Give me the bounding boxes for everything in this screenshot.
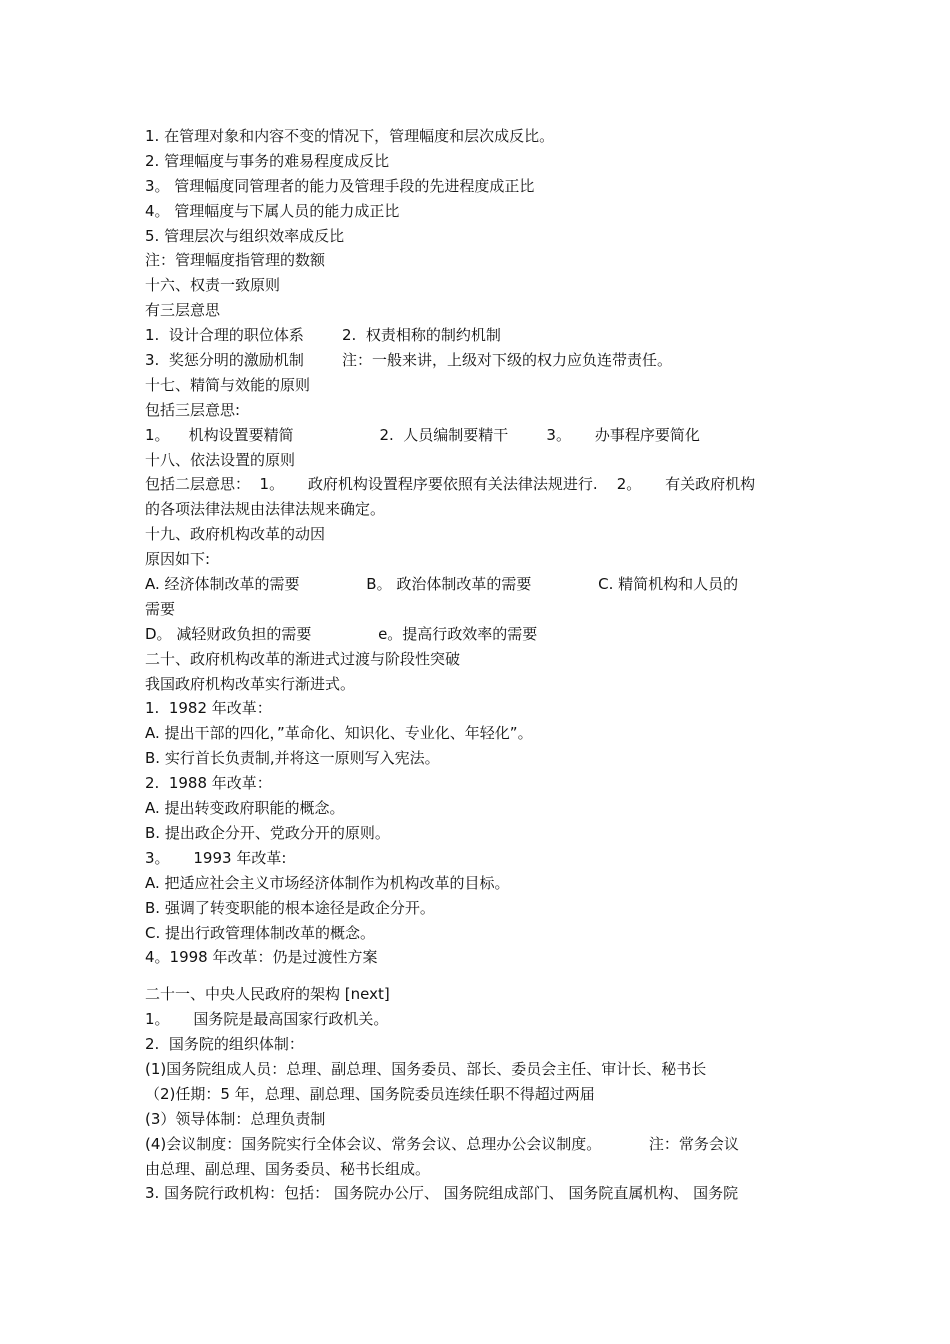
- text-line: 3。 管理幅度同管理者的能力及管理手段的先进程度成正比: [145, 176, 535, 195]
- text-line: 我国政府机构改革实行渐进式。: [145, 674, 356, 693]
- text-line: 原因如下:: [145, 550, 211, 569]
- text-line: B. 提出政企分开、党政分开的原则。: [145, 823, 390, 842]
- text-line: 4。1998 年改革：仍是过渡性方案: [145, 948, 378, 967]
- text-line: 3. 奖惩分明的激励机制 注：一般来讲，上级对下级的权力应负连带责任。: [145, 351, 672, 370]
- text-line: 4。 管理幅度与下属人员的能力成正比: [145, 201, 400, 220]
- text-line: 3. 国务院行政机构：包括： 国务院办公厅、 国务院组成部门、 国务院直属机构、 国务院: [145, 1184, 739, 1203]
- text-line: 1。 机构设置要精简 2. 人员编制要精干 3。 办事程序要简化: [145, 425, 700, 444]
- text-line: 1. 1982 年改革：: [145, 699, 272, 718]
- text-line: 由总理、副总理、国务委员、秘书长组成。: [145, 1159, 431, 1178]
- text-line: 需要: [145, 599, 176, 618]
- section-heading: 十六、权责一致原则: [145, 276, 281, 295]
- text-line: （2)任期：5 年，总理、副总理、国务院委员连续任职不得超过两届: [145, 1084, 595, 1103]
- section-heading: 十八、依法设置的原则: [145, 450, 296, 469]
- section-heading: 十七、精简与效能的原则: [145, 375, 311, 394]
- text-line: A. 提出转变政府职能的概念。: [145, 799, 345, 818]
- text-line: 包括二层意思： 1。 政府机构设置程序要依照有关法律法规进行. 2。 有关政府机构: [145, 475, 756, 494]
- text-line: (3）领导体制：总理负责制: [145, 1109, 326, 1128]
- text-line: (4)会议制度：国务院实行全体会议、常务会议、总理办公会议制度。 注：常务会议: [145, 1134, 739, 1153]
- text-line: 有三层意思: [145, 301, 221, 320]
- text-line: 3。 1993 年改革:: [145, 848, 287, 867]
- text-line: 2. 国务院的组织体制：: [145, 1035, 304, 1054]
- section-heading: 二十、政府机构改革的渐进式过渡与阶段性突破: [145, 649, 461, 668]
- text-line: 2. 1988 年改革：: [145, 774, 272, 793]
- text-line: 2. 管理幅度与事务的难易程度成反比: [145, 151, 390, 170]
- text-line: 1. 在管理对象和内容不变的情况下，管理幅度和层次成反比。: [145, 127, 555, 145]
- text-line: 包括三层意思:: [145, 400, 241, 419]
- text-line: 注：管理幅度指管理的数额: [145, 251, 326, 270]
- text-line: 1. 设计合理的职位体系 2. 权责相称的制约机制: [145, 326, 501, 345]
- document-body: [145, 124, 810, 1206]
- text-line: 的各项法律法规由法律法规来确定。: [145, 500, 386, 519]
- text-line: (1)国务院组成人员：总理、副总理、国务委员、部长、委员会主任、审计长、秘书长: [145, 1059, 707, 1078]
- text-line: A. 经济体制改革的需要 B。 政治体制改革的需要 C. 精简机构和人员的: [145, 575, 739, 594]
- section-heading: 十九、政府机构改革的动因: [145, 525, 326, 544]
- text-line: 1。 国务院是最高国家行政机关。: [145, 1010, 389, 1029]
- text-line: B. 强调了转变职能的根本途径是政企分开。: [145, 898, 435, 917]
- text-line: D。 减轻财政负担的需要 e。提高行政效率的需要: [145, 624, 538, 643]
- section-heading: 二十一、中央人民政府的架构 [next]: [145, 985, 390, 1004]
- text-line: A. 提出干部的四化，”革命化、知识化、专业化、年轻化”。: [145, 724, 533, 743]
- text-line: C. 提出行政管理体制改革的概念。: [145, 923, 376, 942]
- text-line: B. 实行首长负责制,并将这一原则写入宪法。: [145, 749, 440, 768]
- text-line: 5. 管理层次与组织效率成反比: [145, 226, 345, 245]
- text-line: A. 把适应社会主义市场经济体制作为机构改革的目标。: [145, 873, 510, 892]
